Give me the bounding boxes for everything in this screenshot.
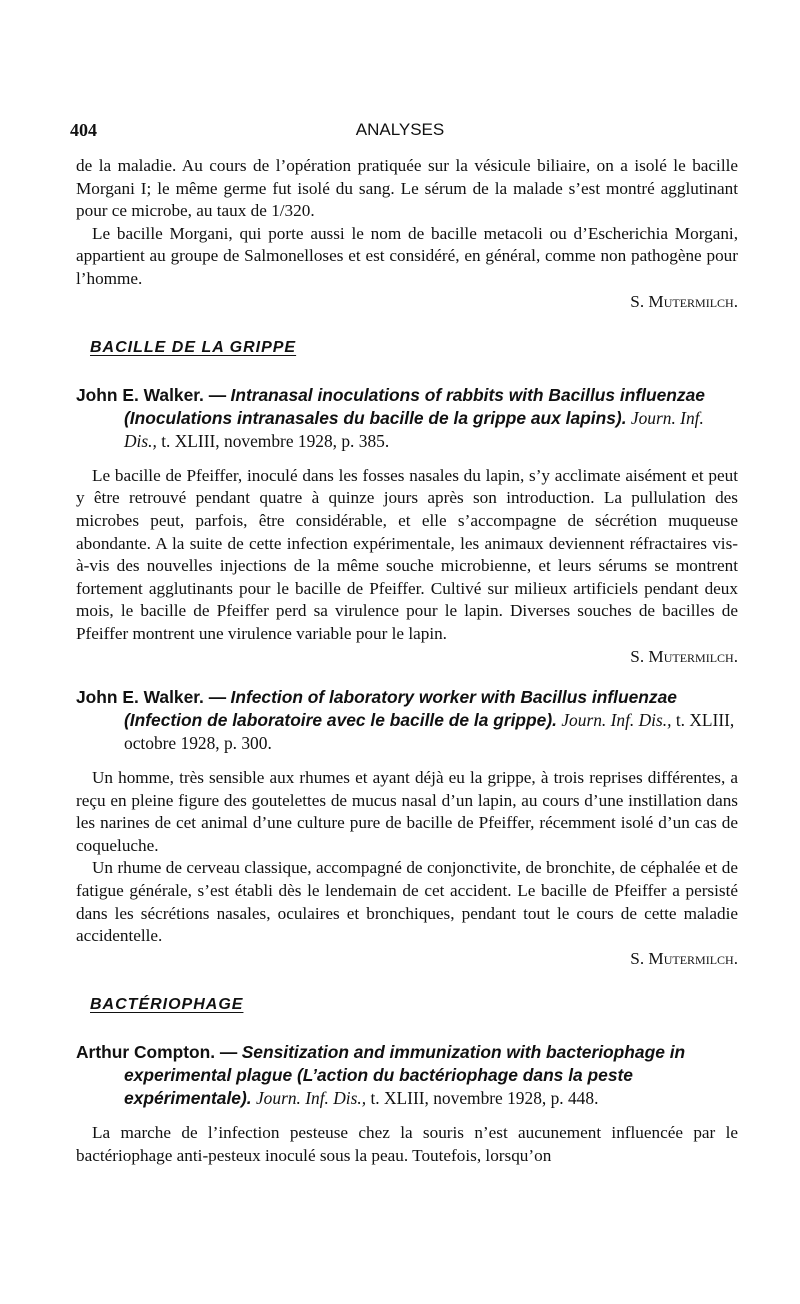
entry-reference: t. XLIII, octobre 1928, p. 300.: [124, 710, 735, 754]
entry-author: John E. Walker. —: [76, 687, 227, 708]
entry-reference: t. XLIII, novembre 1928, p. 385.: [161, 430, 390, 451]
article-body: [76, 155, 738, 1167]
page-number: 404: [70, 120, 97, 140]
entry-title: Infection of laboratory worker with Bacillus influenzae (Infection de laboratoire avec le bacille de la grippe).: [124, 687, 677, 731]
entry-journal: Journ. Inf. Dis.,: [124, 407, 704, 451]
bibliographic-entry: [76, 384, 738, 453]
paragraph: de la maladie. Au cours de l’opération pratiquée sur la vésicule biliaire, on a isolé le bacille Morgani I; le même germe fut isolé du sang. Le sérum de la malade s’est montré agglutinant pour ce microbe, au taux de 1/320.: [76, 156, 738, 221]
paragraph: Un rhume de cerveau classique, accompagné de conjonctivite, de bronchite, de céphalée et de fatigue générale, s’est établi dès le lendemain de cet accident. Le bacille de Pfeiffer a persisté dans les sécrétions nasales, oculaires et bronchiques, pendant tout le cours de cette maladie accidentelle.: [76, 858, 738, 946]
entry-author: John E. Walker. —: [76, 384, 227, 405]
paragraph: Un homme, très sensible aux rhumes et ayant déjà eu la grippe, à trois reprises différentes, a reçu en pleine figure des goutelettes de mucus nasal d’un lapin, au cours d’une instillation dans les narines de cet animal d’une culture pure de bacille de Pfeiffer, récemment isolé d’un cas de coqueluche.: [76, 768, 738, 855]
signature: S. Mutermilch.: [630, 646, 738, 666]
entry-author: Arthur Compton. —: [76, 1042, 238, 1063]
signature: S. Mutermilch.: [630, 948, 738, 968]
bibliographic-entry: [76, 686, 738, 755]
bibliographic-entry: [76, 1041, 738, 1110]
signature: S. Mutermilch.: [630, 291, 738, 311]
entry-title: Sensitization and immunization with bacteriophage in experimental plague (L’action du bactériophage dans la peste expérimentale).: [124, 1042, 686, 1109]
entry-reference: t. XLIII, novembre 1928, p. 448.: [370, 1088, 599, 1109]
entry-title: Intranasal inoculations of rabbits with Bacillus influenzae (Inoculations intranasales du bacille de la grippe aux lapins).: [124, 384, 705, 428]
entry-journal: Journ. Inf. Dis.,: [561, 710, 672, 731]
entry-journal: Journ. Inf. Dis.,: [255, 1088, 367, 1109]
page-header: [0, 120, 800, 142]
section-heading: BACTÉRIOPHAGE: [90, 996, 244, 1014]
paragraph: Le bacille de Pfeiffer, inoculé dans les fosses nasales du lapin, s’y acclimate aisément et peut y être retrouvé pendant quatre à quinze jours après son introduction. La pullulation des microbes peut, parfois, être considérable, et elle s’accompagne de sécrétion muqueuse abondante. A la suite de cette infection expérimentale, les animaux deviennent réfractaires vis-à-vis des nouvelles injections de la même souche microbienne, et leurs sérums se montrent fortement agglutinants pour le bacille de Pfeiffer. Cultivé sur milieux artificiels pendant deux mois, le bacille de Pfeiffer perd sa virulence pour le lapin. Diverses souches de bacilles de Pfeiffer montrent une virulence variable pour le lapin.: [76, 465, 738, 643]
running-title: ANALYSES: [355, 120, 445, 139]
paragraph: Le bacille Morgani, qui porte aussi le nom de bacille metacoli ou d’Escherichia Morgani, appartient au groupe de Salmonelloses et est considéré, en général, comme non pathogène pour l’homme.: [76, 223, 738, 288]
paragraph: La marche de l’infection pesteuse chez la souris n’est aucunement influencée par le bactériophage anti-pesteux inoculé sous la peau. Toutefois, lorsqu’on: [76, 1123, 738, 1165]
section-heading: BACILLE DE LA GRIPPE: [90, 339, 297, 357]
